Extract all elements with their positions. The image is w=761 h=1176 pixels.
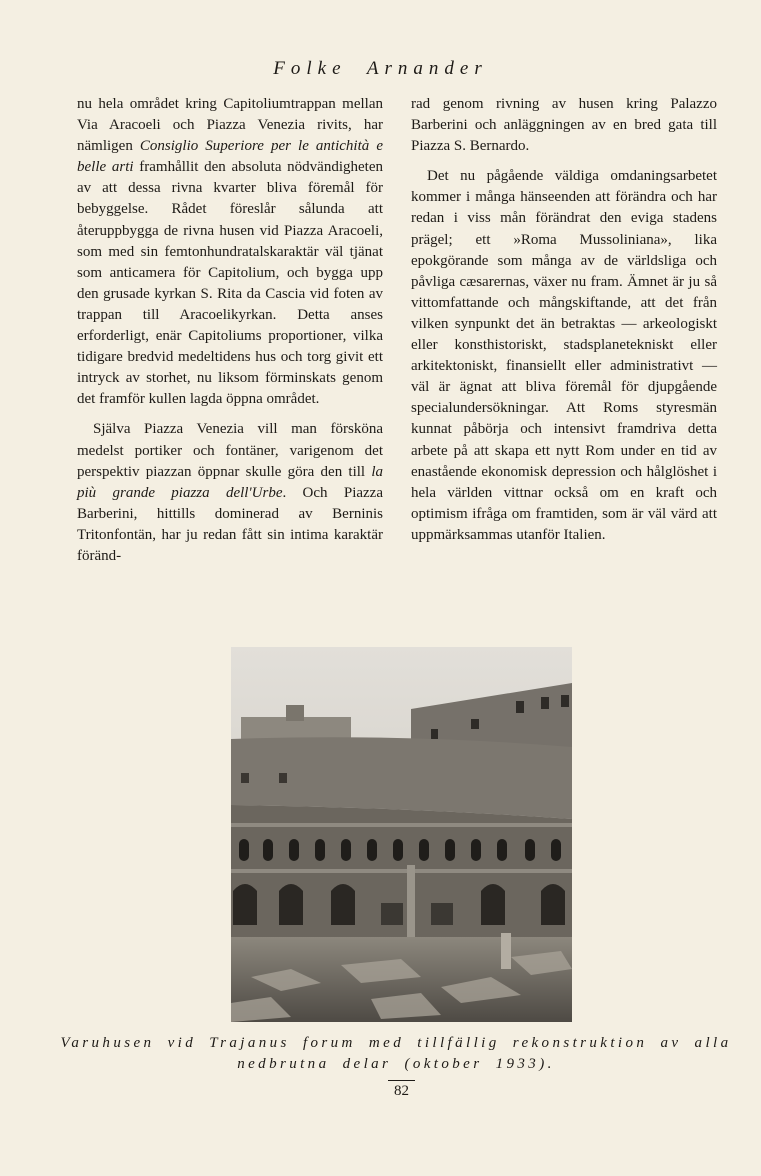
running-header: Folke Arnander — [273, 58, 488, 79]
paragraph: rad genom rivning av husen kring Palazzo Barberini och anläggningen av en bred gata till Piazza S. Bernardo. — [411, 96, 717, 155]
trajan-markets-photo — [231, 647, 572, 1022]
paragraph: nu hela området kring Capitoliumtrappan mellan Via Aracoeli och Piazza Venezia rivits, har nämligen Consiglio Superiore per le antichità e belle arti framhållit den absoluta nödvändigheten av att dessa rivna kvarter bliva föremål för bebyggelse. Rådet föreslår sålunda att återuppbygga de rivna husen vid Piazza Aracoeli, som med sin femtonhundratalskaraktär väl tjänat som anticamera för Capitolium, och bygga upp den grusade kyrkan S. Rita da Cascia vid foten av trappan till Aracoelikyrkan. Detta anses erforderligt, enär Capitoliums proportioner, vilka tidigare bredvid medeltidens hus och torg givit ett intryck av storhet, nu liksom förminskats genom det framför kullen lagda öppna området. — [77, 96, 383, 408]
paragraph: Själva Piazza Venezia vill man försköna medelst portiker och fontäner, varigenom det perspektiv piazzan öppnar skulle göra den till la più grande piazza dell'Urbe. Och Piazza Barberini, hittills dominerad av Berninis Tritonfontän, har ju redan fått sin intima karaktär föränd- — [77, 421, 383, 564]
left-text-column — [77, 94, 383, 567]
right-text-column — [411, 94, 717, 546]
italic-phrase: Consiglio Superiore per le antichità e belle arti — [77, 138, 383, 176]
figure-caption: Varuhusen vid Trajanus forum med tillfällig rekonstruktion av alla nedbrutna delar (oktober 1933). — [60, 1035, 732, 1072]
italic-phrase: la più grande piazza dell'Urbe — [77, 463, 383, 501]
paragraph: Det nu pågående väldiga omdaningsarbetet kommer i många hänseenden att förändra och har redan i viss mån förändrat den eviga stadens prägel; ett »Roma Mussoliniana», lika epokgörande som många av de världsliga och påvliga cæsarernas, växer nu fram. Ämnet är ju så vittomfattande och mångskiftande, att det från vilken synpunkt det än betraktas — arkeologiskt eller konsthistoriskt, stadsplanetekniskt eller arkitektoniskt, finansiellt eller administrativt — väl är ägnat att bliva föremål för djupgående specialundersökningar. Att Roms styresmän kunnat påbörja och intensivt framdriva detta arbete på att skapa ett nytt Rom under en tid av enastående ekonomisk depression och hålglöshet i hela världen vittnar också om en kraft och optimism ifråga om framtiden, som är väl värd att uppmärksammas utanför Italien. — [411, 168, 717, 543]
page-number: 82 — [0, 1080, 761, 1100]
